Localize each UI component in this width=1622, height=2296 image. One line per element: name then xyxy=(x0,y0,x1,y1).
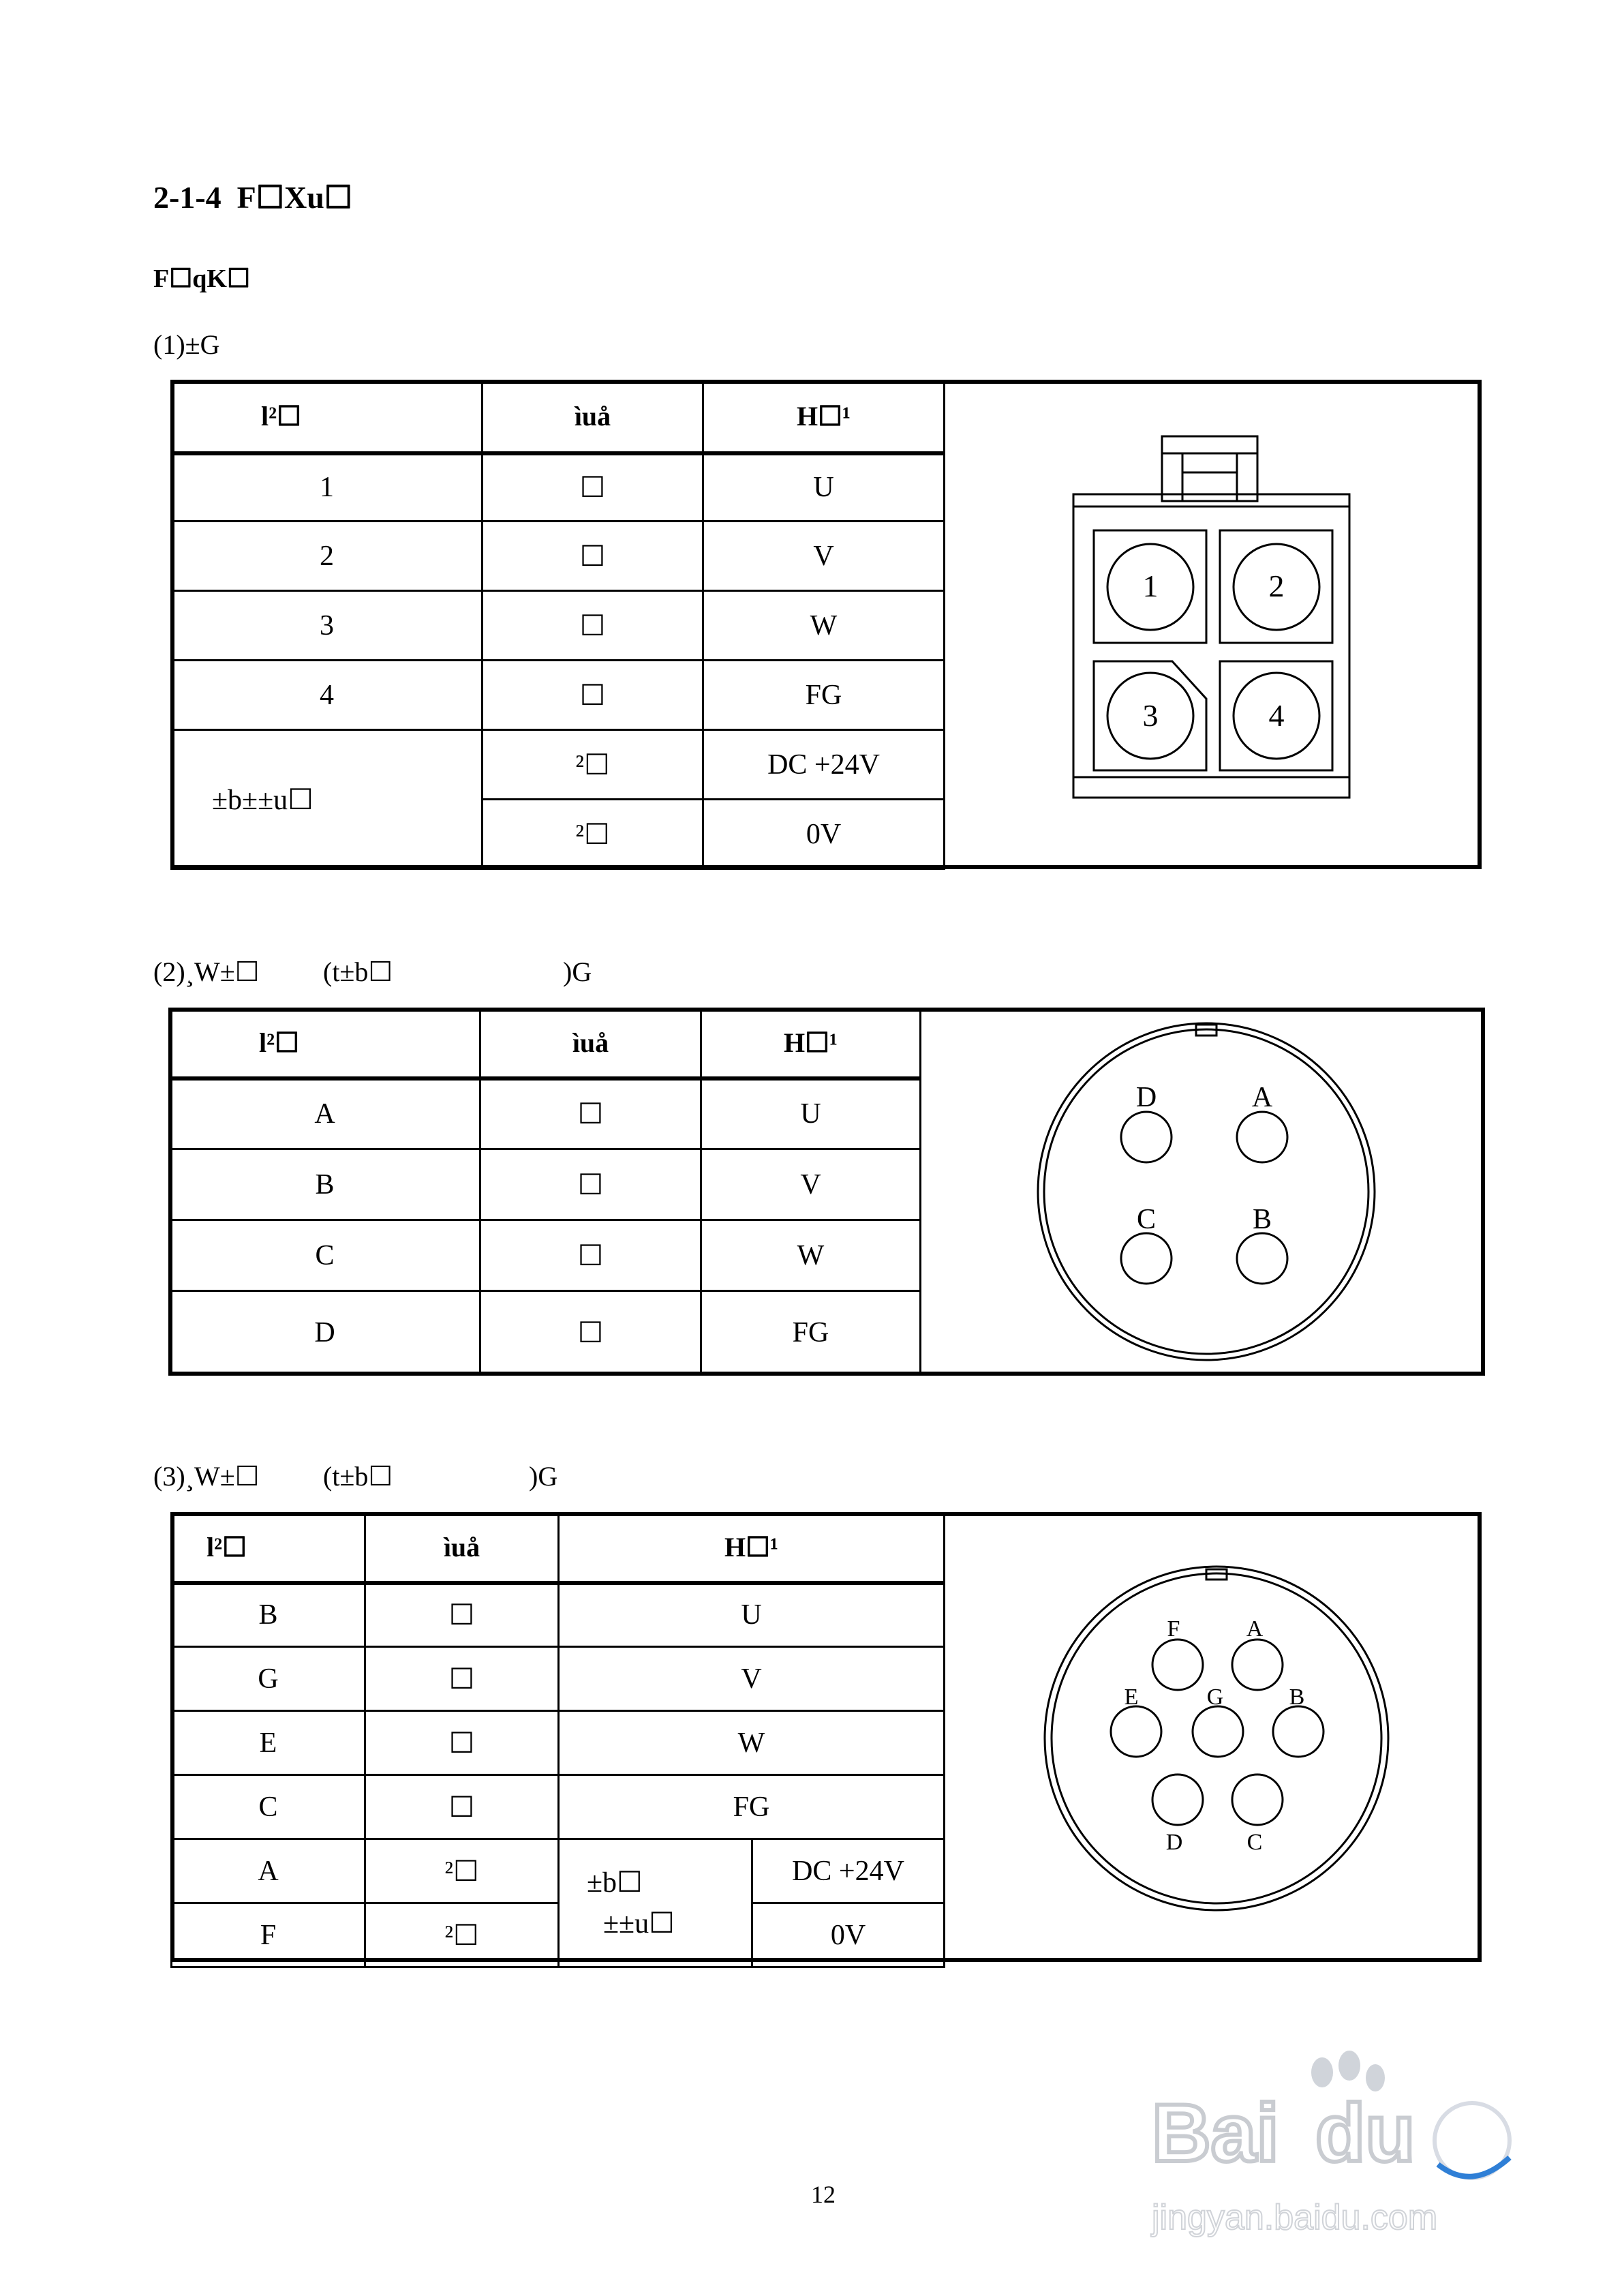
subtitle: F☐qK☐ xyxy=(153,265,251,293)
pin-label: E xyxy=(1124,1685,1139,1710)
table-cell: ☐ xyxy=(480,1291,701,1374)
page-number: 12 xyxy=(811,2181,836,2208)
section-heading xyxy=(153,179,352,215)
table-cell: 1 xyxy=(172,453,483,522)
table-cell: ☐ xyxy=(483,591,703,661)
table-cell: FG xyxy=(703,661,945,730)
table2-caption-left: (2)¸W±☐ xyxy=(153,956,260,987)
section-title: F☐Xu☐ xyxy=(236,180,353,215)
pin-label: C xyxy=(1246,1830,1263,1855)
table-cell: D xyxy=(170,1291,480,1374)
table-cell: ☐ xyxy=(483,661,703,730)
table-cell: ²☐ xyxy=(483,730,703,800)
pin-label: 1 xyxy=(1142,569,1159,603)
pin-label: 2 xyxy=(1268,569,1285,603)
pin-label: A xyxy=(1246,1616,1264,1642)
table-cell: C xyxy=(170,1220,480,1291)
table-cell: FG xyxy=(559,1775,945,1839)
table-cell: U xyxy=(703,453,945,522)
watermark-brand: Bai xyxy=(1152,2087,1279,2179)
table-cell: ☐ xyxy=(365,1711,559,1775)
pin-label: D xyxy=(1165,1830,1183,1855)
section-number: 2-1-4 xyxy=(153,180,221,215)
table-cell: A xyxy=(170,1078,480,1149)
table3-header-pin: l²☐ xyxy=(172,1513,365,1583)
table-cell: V xyxy=(701,1149,921,1220)
table2-header-color: ìuå xyxy=(480,1009,701,1078)
brake-label-line1: ±b☐ xyxy=(587,1867,643,1899)
jingyan-logo-swoosh xyxy=(1438,2158,1510,2177)
table-cell: U xyxy=(559,1583,945,1647)
brake-label-line2: ±±u☐ xyxy=(603,1907,675,1939)
table2-header-signal: H☐¹ xyxy=(701,1009,921,1078)
table-cell: G xyxy=(172,1647,365,1711)
table1-header-color: ìuå xyxy=(483,381,703,453)
table-cell: 0V xyxy=(752,1903,945,1967)
table-cell: B xyxy=(172,1583,365,1647)
table-cell: ☐ xyxy=(365,1647,559,1711)
table-cell: ☐ xyxy=(480,1078,701,1149)
pin-label: C xyxy=(1136,1204,1157,1235)
table3-caption-left: (3)¸W±☐ xyxy=(153,1461,260,1492)
table-cell: V xyxy=(703,522,945,591)
pin-label: B xyxy=(1252,1204,1272,1235)
table-cell: A xyxy=(172,1839,365,1903)
table-cell: FG xyxy=(701,1291,921,1374)
table-cell: ☐ xyxy=(483,522,703,591)
table-cell: W xyxy=(703,591,945,661)
table3 xyxy=(170,1512,945,1968)
table-cell: E xyxy=(172,1711,365,1775)
table-cell: ☐ xyxy=(480,1220,701,1291)
connector-diagram-circular-4pin xyxy=(1029,1016,1383,1370)
table-cell: 2 xyxy=(172,522,483,591)
pin-label: F xyxy=(1167,1616,1180,1642)
table2 xyxy=(168,1008,921,1375)
pin-label: G xyxy=(1206,1685,1224,1710)
connector-diagram-4pin xyxy=(1063,426,1363,815)
table-cell: F xyxy=(172,1903,365,1967)
table2-caption-right: )G xyxy=(563,956,592,987)
baidu-jingyan-watermark xyxy=(1090,2045,1540,2250)
table-cell: 3 xyxy=(172,591,483,661)
pin-label: 3 xyxy=(1142,698,1159,733)
table-cell: ☐ xyxy=(365,1775,559,1839)
table-cell: ☐ xyxy=(480,1149,701,1220)
table2-caption-mid: (t±b☐ xyxy=(323,956,393,987)
pin-label: B xyxy=(1289,1685,1305,1710)
connector-diagram-circular-7pin xyxy=(1039,1561,1394,1916)
pin-label: A xyxy=(1251,1082,1273,1113)
table-cell: W xyxy=(701,1220,921,1291)
table-cell: ²☐ xyxy=(365,1839,559,1903)
table1-brake-label: ±b±±u☐ xyxy=(172,730,483,869)
table-cell: C xyxy=(172,1775,365,1839)
table3-caption-right: )G xyxy=(529,1461,558,1492)
table-cell: B xyxy=(170,1149,480,1220)
table3-brake-label xyxy=(559,1839,752,1967)
table-cell: 0V xyxy=(703,800,945,869)
table1-caption: (1)±G xyxy=(153,329,220,360)
table3-caption-mid: (t±b☐ xyxy=(323,1461,393,1492)
table3-header-signal: H☐¹ xyxy=(559,1513,945,1583)
table-cell: ☐ xyxy=(365,1583,559,1647)
pin-label: 4 xyxy=(1268,698,1285,733)
table-cell: DC +24V xyxy=(752,1839,945,1903)
pin-label: D xyxy=(1135,1082,1157,1113)
watermark-brand-du: du xyxy=(1315,2087,1416,2179)
table-cell: ²☐ xyxy=(365,1903,559,1967)
table-cell: U xyxy=(701,1078,921,1149)
table3-header-color: ìuå xyxy=(365,1513,559,1583)
table2-header-pin: l²☐ xyxy=(170,1009,480,1078)
table-cell: 4 xyxy=(172,661,483,730)
table-cell: ☐ xyxy=(483,453,703,522)
table1-header-pin: l²☐ xyxy=(172,381,483,453)
table-cell: V xyxy=(559,1647,945,1711)
table1-header-signal: H☐¹ xyxy=(703,381,945,453)
table-cell: DC +24V xyxy=(703,730,945,800)
table1 xyxy=(170,380,945,870)
table-cell: W xyxy=(559,1711,945,1775)
table-cell: ²☐ xyxy=(483,800,703,869)
watermark-url: jingyan.baidu.com xyxy=(1152,2198,1438,2237)
paw-icon xyxy=(1311,2051,1385,2091)
